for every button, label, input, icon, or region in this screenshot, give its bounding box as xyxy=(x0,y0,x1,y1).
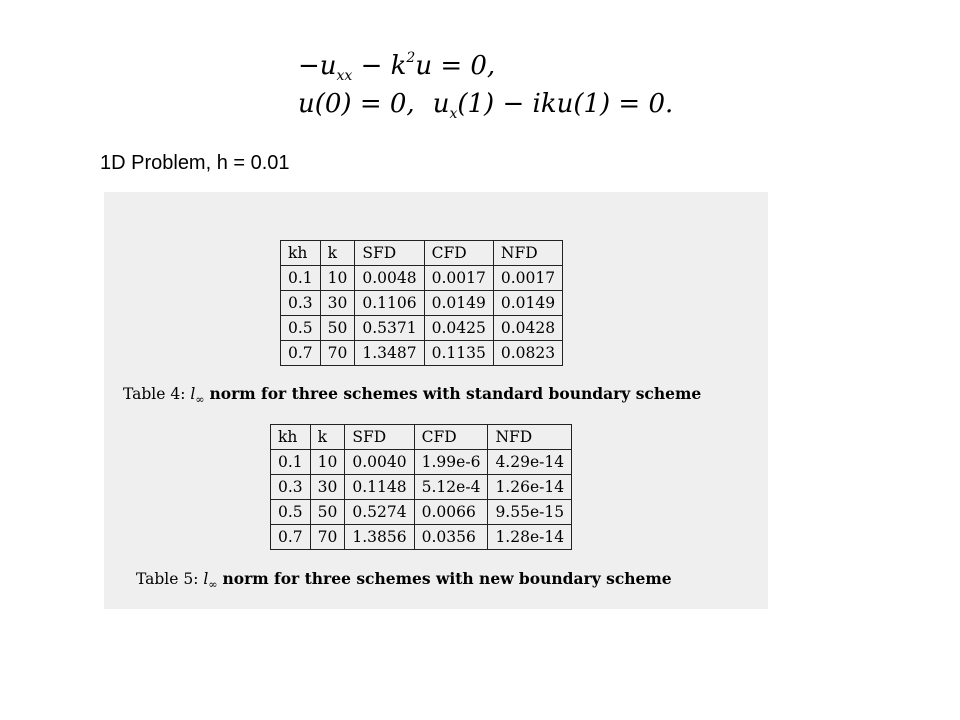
cell-nfd: 0.0428 xyxy=(493,316,562,341)
cell-k: 70 xyxy=(320,341,355,366)
cell-nfd: 1.28e-14 xyxy=(488,525,572,550)
cell-kh: 0.3 xyxy=(281,291,321,316)
cell-k: 30 xyxy=(320,291,355,316)
helmholtz-equation xyxy=(298,36,628,84)
header-cfd: CFD xyxy=(424,241,493,266)
header-nfd: NFD xyxy=(493,241,562,266)
table-row xyxy=(271,500,572,525)
cell-k: 50 xyxy=(310,500,345,525)
cell-nfd: 9.55e-15 xyxy=(488,500,572,525)
header-k: k xyxy=(320,241,355,266)
caption-label: Table 5: xyxy=(136,570,199,588)
caption-text: norm for three schemes with new boundary scheme xyxy=(222,569,672,588)
header-sfd: SFD xyxy=(355,241,424,266)
eq-superscript-2: 2 xyxy=(406,50,416,66)
cell-sfd: 0.1148 xyxy=(345,475,414,500)
tables-figure xyxy=(104,192,768,609)
bc-left: u(0) = 0, xyxy=(298,89,415,119)
equation-block xyxy=(298,36,674,126)
cell-k: 10 xyxy=(320,266,355,291)
cell-kh: 0.1 xyxy=(281,266,321,291)
table-row xyxy=(281,341,563,366)
norm-letter: l xyxy=(203,570,209,588)
cell-k: 10 xyxy=(310,450,345,475)
header-cfd: CFD xyxy=(414,425,488,450)
cell-cfd: 1.99e-6 xyxy=(414,450,488,475)
table-row xyxy=(281,266,563,291)
cell-kh: 0.5 xyxy=(281,316,321,341)
caption-text: norm for three schemes with standard boundary scheme xyxy=(209,384,702,403)
cell-sfd: 1.3856 xyxy=(345,525,414,550)
caption-label: Table 4: xyxy=(123,385,186,403)
header-k: k xyxy=(310,425,345,450)
cell-cfd: 5.12e-4 xyxy=(414,475,488,500)
problem-title: 1D Problem, h = 0.01 xyxy=(100,152,290,174)
table-row xyxy=(271,525,572,550)
cell-nfd: 4.29e-14 xyxy=(488,450,572,475)
eq-term-u: −u xyxy=(298,51,337,81)
cell-sfd: 1.3487 xyxy=(355,341,424,366)
bc-subscript-x: x xyxy=(449,106,458,122)
eq-term-rest: u = 0, xyxy=(415,51,496,81)
infinity-subscript: ∞ xyxy=(195,393,205,406)
cell-sfd: 0.0040 xyxy=(345,450,414,475)
table-header-row xyxy=(281,241,563,266)
header-kh: kh xyxy=(281,241,321,266)
cell-nfd: 1.26e-14 xyxy=(488,475,572,500)
cell-sfd: 0.5371 xyxy=(355,316,424,341)
boundary-conditions xyxy=(298,82,674,126)
table-4 xyxy=(280,240,563,366)
cell-cfd: 0.0356 xyxy=(414,525,488,550)
cell-nfd: 0.0149 xyxy=(493,291,562,316)
table-5-caption xyxy=(136,569,672,591)
eq-term-k: − k xyxy=(352,51,407,81)
eq-subscript-xx: xx xyxy=(336,68,353,84)
cell-cfd: 0.0149 xyxy=(424,291,493,316)
cell-kh: 0.3 xyxy=(271,475,311,500)
bc-right: (1) − iku(1) = 0. xyxy=(457,89,674,119)
table-4-caption xyxy=(123,384,701,406)
cell-sfd: 0.5274 xyxy=(345,500,414,525)
cell-sfd: 0.0048 xyxy=(355,266,424,291)
cell-k: 50 xyxy=(320,316,355,341)
infinity-subscript: ∞ xyxy=(208,578,218,591)
cell-kh: 0.1 xyxy=(271,450,311,475)
cell-cfd: 0.0017 xyxy=(424,266,493,291)
norm-symbol xyxy=(190,385,205,406)
norm-symbol xyxy=(203,570,218,591)
cell-kh: 0.5 xyxy=(271,500,311,525)
cell-k: 30 xyxy=(310,475,345,500)
cell-cfd: 0.0425 xyxy=(424,316,493,341)
table-header-row xyxy=(271,425,572,450)
norm-letter: l xyxy=(190,385,196,403)
cell-kh: 0.7 xyxy=(271,525,311,550)
cell-sfd: 0.1106 xyxy=(355,291,424,316)
table-row xyxy=(281,316,563,341)
header-sfd: SFD xyxy=(345,425,414,450)
table-5 xyxy=(270,424,572,550)
header-nfd: NFD xyxy=(488,425,572,450)
cell-cfd: 0.0066 xyxy=(414,500,488,525)
table-row xyxy=(271,450,572,475)
cell-nfd: 0.0017 xyxy=(493,266,562,291)
bc-u: u xyxy=(432,89,450,119)
cell-k: 70 xyxy=(310,525,345,550)
cell-kh: 0.7 xyxy=(281,341,321,366)
table-row xyxy=(281,291,563,316)
cell-nfd: 0.0823 xyxy=(493,341,562,366)
table-row xyxy=(271,475,572,500)
header-kh: kh xyxy=(271,425,311,450)
cell-cfd: 0.1135 xyxy=(424,341,493,366)
